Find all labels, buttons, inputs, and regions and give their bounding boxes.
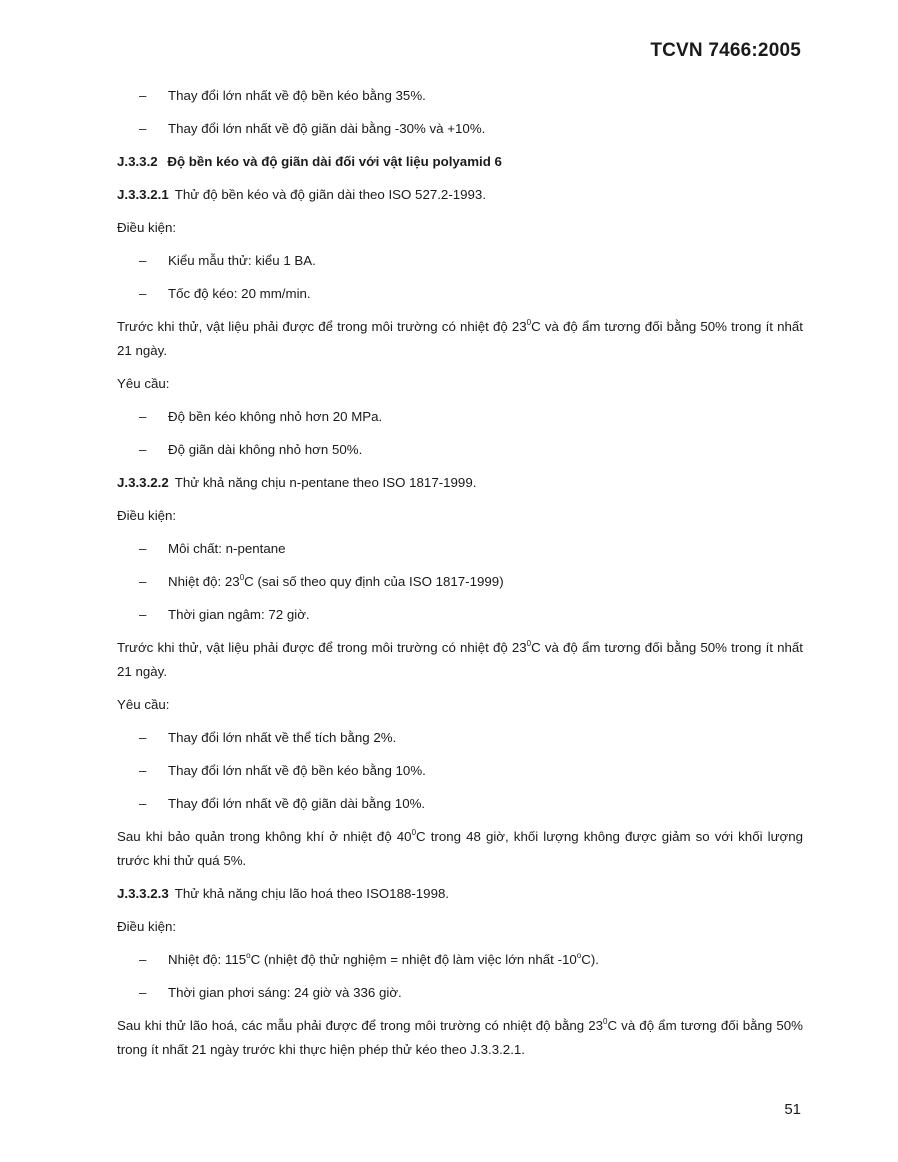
list-item bbox=[117, 537, 803, 561]
subsection bbox=[117, 471, 803, 495]
list-item bbox=[117, 570, 803, 594]
list-item bbox=[117, 981, 803, 1005]
list-item-text: Thời gian ngâm: 72 giờ. bbox=[168, 607, 310, 622]
list-item-text: Thay đổi lớn nhất về độ giãn dài bằng 10%. bbox=[168, 796, 426, 811]
superscript: 0 bbox=[239, 573, 245, 582]
text-run: C trong 48 giờ, khối lượng không được giảm so với khối lượng trước khi thử quá 5%. bbox=[117, 829, 803, 868]
text-run: C (sai số theo quy định của ISO 1817-1999) bbox=[244, 574, 504, 589]
superscript: 0 bbox=[411, 828, 417, 837]
list-item-text: Thay đổi lớn nhất về độ bền kéo bằng 10%. bbox=[168, 763, 426, 778]
superscript: 0 bbox=[526, 639, 532, 648]
dash-bullet: – bbox=[139, 607, 147, 622]
list-item bbox=[117, 759, 803, 783]
text-run: Trước khi thử, vật liệu phải được để trong môi trường có nhiệt độ 23 bbox=[117, 640, 527, 655]
list-item-text: Kiểu mẫu thử: kiểu 1 BA. bbox=[168, 253, 316, 268]
label-conditions: Điều kiện: bbox=[117, 220, 177, 235]
section-code: J.3.3.2 bbox=[117, 154, 158, 169]
list-item bbox=[117, 948, 803, 972]
superscript: 0 bbox=[603, 1017, 608, 1026]
label-requirements: Yêu cầu: bbox=[117, 697, 170, 712]
list-item bbox=[117, 84, 803, 108]
text-run: Trước khi thử, vật liệu phải được để trong môi trường có nhiệt độ 23 bbox=[117, 319, 527, 334]
paragraph bbox=[117, 315, 803, 363]
list-item-text: Thay đổi lớn nhất về độ bền kéo bằng 35%. bbox=[168, 88, 426, 103]
dash-bullet: – bbox=[139, 574, 147, 589]
list-item bbox=[117, 117, 803, 141]
label-requirements: Yêu cầu: bbox=[117, 376, 170, 391]
section-heading bbox=[117, 150, 803, 174]
text-run: C và độ ẩm tương đối bằng 50% trong ít nhất 21 ngày trước khi thực hiện phép thử kéo theo J.3.3.2.1. bbox=[117, 1018, 803, 1057]
superscript: 0 bbox=[526, 318, 532, 327]
list-item bbox=[117, 726, 803, 750]
text-run: C và độ ẩm tương đối bằng 50% trong ít nhất 21 ngày. bbox=[117, 319, 803, 358]
list-item-text: Độ bền kéo không nhỏ hơn 20 MPa. bbox=[168, 409, 383, 424]
subsection-code: J.3.3.2.1 bbox=[117, 187, 169, 202]
page-content bbox=[117, 84, 803, 1071]
text-run: C (nhiệt độ thử nghiệm = nhiệt độ làm việc lớn nhất -10 bbox=[250, 952, 577, 967]
dash-bullet: – bbox=[139, 88, 147, 103]
label-conditions: Điều kiện: bbox=[117, 919, 177, 934]
subsection-code: J.3.3.2.2 bbox=[117, 475, 169, 490]
dash-bullet: – bbox=[139, 442, 147, 457]
dash-bullet: – bbox=[139, 730, 147, 745]
subsection-code: J.3.3.2.3 bbox=[117, 886, 169, 901]
dash-bullet: – bbox=[139, 763, 147, 778]
list-item-text: Tốc độ kéo: 20 mm/min. bbox=[168, 286, 311, 301]
list-item-text: Thay đổi lớn nhất về độ giãn dài bằng -30% và +10%. bbox=[168, 121, 486, 136]
list-item bbox=[117, 438, 803, 462]
subsection-text: Thử khả năng chịu n-pentane theo ISO 1817-1999. bbox=[174, 475, 477, 490]
paragraph bbox=[117, 636, 803, 684]
paragraph bbox=[117, 1014, 803, 1062]
text-run: Sau khi bảo quản trong không khí ở nhiệt độ 40 bbox=[117, 829, 412, 844]
standard-id: TCVN 7466:2005 bbox=[650, 40, 801, 61]
label-conditions: Điều kiện: bbox=[117, 508, 177, 523]
dash-bullet: – bbox=[139, 253, 147, 268]
subsection-text: Thử khả năng chịu lão hoá theo ISO188-1998. bbox=[174, 886, 450, 901]
list-item bbox=[117, 249, 803, 273]
dash-bullet: – bbox=[139, 121, 147, 136]
dash-bullet: – bbox=[139, 796, 147, 811]
text-run: Sau khi thử lão hoá, các mẫu phải được để trong môi trường có nhiệt độ bằng 23 bbox=[117, 1018, 604, 1033]
list-item bbox=[117, 603, 803, 627]
list-item bbox=[117, 405, 803, 429]
list-item bbox=[117, 282, 803, 306]
subsection bbox=[117, 183, 803, 207]
list-item-text: Môi chất: n-pentane bbox=[168, 541, 286, 556]
dash-bullet: – bbox=[139, 541, 147, 556]
list-item-text: Thời gian phơi sáng: 24 giờ và 336 giờ. bbox=[168, 985, 402, 1000]
text-run: Nhiệt độ: 23 bbox=[168, 574, 240, 589]
subsection bbox=[117, 882, 803, 906]
superscript: o bbox=[246, 951, 251, 960]
page-number: 51 bbox=[784, 1101, 801, 1118]
paragraph bbox=[117, 825, 803, 873]
section-title: Độ bền kéo và độ giãn dài đối với vật liệu polyamid 6 bbox=[167, 154, 502, 169]
subsection-text: Thử độ bền kéo và độ giãn dài theo ISO 527.2-1993. bbox=[174, 187, 487, 202]
dash-bullet: – bbox=[139, 985, 147, 1000]
dash-bullet: – bbox=[139, 286, 147, 301]
list-item-text: Thay đổi lớn nhất về thể tích bằng 2%. bbox=[168, 730, 397, 745]
text-run: Nhiệt độ: 115 bbox=[168, 952, 247, 967]
superscript: o bbox=[576, 951, 582, 960]
list-item bbox=[117, 792, 803, 816]
dash-bullet: – bbox=[139, 952, 147, 967]
dash-bullet: – bbox=[139, 409, 147, 424]
text-run: C). bbox=[581, 952, 599, 967]
text-run: C và độ ẩm tương đối bằng 50% trong ít nhất 21 ngày. bbox=[117, 640, 803, 679]
list-item-text: Độ giãn dài không nhỏ hơn 50%. bbox=[168, 442, 363, 457]
